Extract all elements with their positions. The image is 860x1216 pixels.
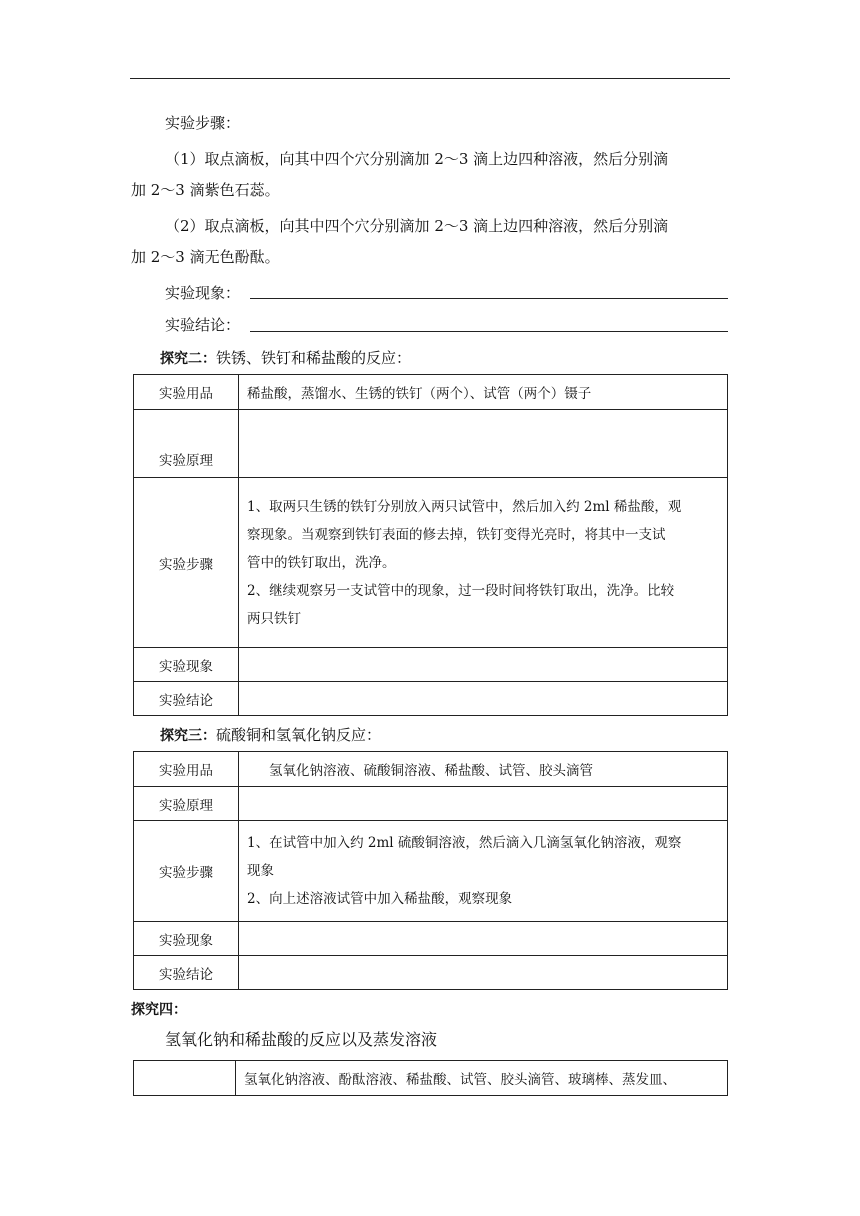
conclusion-row-value[interactable]: [239, 682, 728, 716]
steps-line: 2、继续观察另一支试管中的现象，过一段时间将铁钉取出，洗净。比较: [247, 582, 675, 599]
steps-line: 1、在试管中加入约 2ml 硫酸铜溶液，然后滴入几滴氢氧化钠溶液，观察: [247, 835, 682, 851]
phenomenon-row-value[interactable]: [239, 648, 728, 682]
table-row: [134, 682, 728, 716]
steps-value: [239, 821, 728, 922]
inquiry4-title-bold: 探究四：: [131, 1002, 187, 1018]
conclusion-row-value[interactable]: [239, 956, 728, 990]
table-row: [134, 821, 728, 922]
materials-value: 氢氧化钠溶液、硫酸铜溶液、稀盐酸、试管、胶头滴管: [239, 752, 728, 787]
steps-line: 2、向上述溶液试管中加入稀盐酸，观察现象: [247, 891, 513, 907]
table-row: [134, 922, 728, 956]
inquiry2-table: [133, 374, 728, 716]
table-row: [134, 478, 728, 648]
principle-label: 实验原理: [134, 787, 239, 821]
steps-line: 两只铁钉: [247, 610, 301, 627]
conclusion-row-label: 实验结论: [134, 682, 239, 716]
steps-label: 实验步骤: [134, 821, 239, 922]
table-row: [134, 648, 728, 682]
inquiry4-subtitle: 氢氧化钠和稀盐酸的反应以及蒸发溶液: [165, 1030, 438, 1049]
inquiry3-title-text: 硫酸铜和氢氧化钠反应：: [216, 726, 382, 744]
phenomenon-label: 实验现象：: [165, 284, 241, 302]
step2-line2: 加 2～3 滴无色酚酞。: [131, 248, 280, 266]
steps-value: [239, 478, 728, 648]
conclusion-label: 实验结论：: [165, 316, 241, 334]
conclusion-blank[interactable]: [250, 331, 728, 332]
steps-line: 1、取两只生锈的铁钉分别放入两只试管中，然后加入约 2ml 稀盐酸，观: [247, 498, 682, 515]
table-row: [134, 956, 728, 990]
step2-line1: （2）取点滴板，向其中四个穴分别滴加 2～3 滴上边四种溶液，然后分别滴: [165, 217, 669, 235]
inquiry2-title-text: 铁锈、铁钉和稀盐酸的反应：: [216, 349, 412, 367]
inquiry4-title: [131, 999, 187, 1019]
inquiry3-title: [160, 724, 381, 745]
inquiry2-title-bold: 探究二：: [160, 351, 216, 367]
steps-line: 管中的铁钉取出，洗净。: [247, 554, 396, 571]
inquiry4-table: [133, 1060, 728, 1096]
phenomenon-row-label: 实验现象: [134, 648, 239, 682]
materials-value: 氢氧化钠溶液、酚酞溶液、稀盐酸、试管、胶头滴管、玻璃棒、蒸发皿、: [236, 1061, 728, 1096]
principle-value[interactable]: [239, 410, 728, 478]
phenomenon-row-label: 实验现象: [134, 922, 239, 956]
phenomenon-blank[interactable]: [250, 298, 728, 299]
phenomenon-row-value[interactable]: [239, 922, 728, 956]
step1-line2: 加 2～3 滴紫色石蕊。: [131, 181, 280, 199]
header-rule: [130, 78, 730, 79]
materials-label: 实验用品: [134, 375, 239, 410]
materials-label: [134, 1061, 236, 1096]
inquiry3-table: [133, 751, 728, 990]
inquiry2-title: [160, 347, 411, 368]
table-row: [134, 752, 728, 787]
steps-heading: 实验步骤：: [165, 114, 241, 132]
principle-label: 实验原理: [134, 410, 239, 478]
steps-line: 现象: [247, 863, 274, 879]
principle-value[interactable]: [239, 787, 728, 821]
materials-label: 实验用品: [134, 752, 239, 787]
table-row: [134, 410, 728, 478]
inquiry3-title-bold: 探究三：: [160, 728, 216, 744]
step1-line1: （1）取点滴板，向其中四个穴分别滴加 2～3 滴上边四种溶液，然后分别滴: [165, 150, 669, 168]
table-row: [134, 1061, 728, 1096]
materials-value: 稀盐酸，蒸馏水、生锈的铁钉（两个）、试管（两个）镊子: [239, 375, 728, 410]
table-row: [134, 375, 728, 410]
steps-line: 察现象。当观察到铁钉表面的修去掉，铁钉变得光亮时，将其中一支试: [247, 526, 666, 543]
conclusion-row-label: 实验结论: [134, 956, 239, 990]
table-row: [134, 787, 728, 821]
steps-label: 实验步骤: [134, 478, 239, 648]
